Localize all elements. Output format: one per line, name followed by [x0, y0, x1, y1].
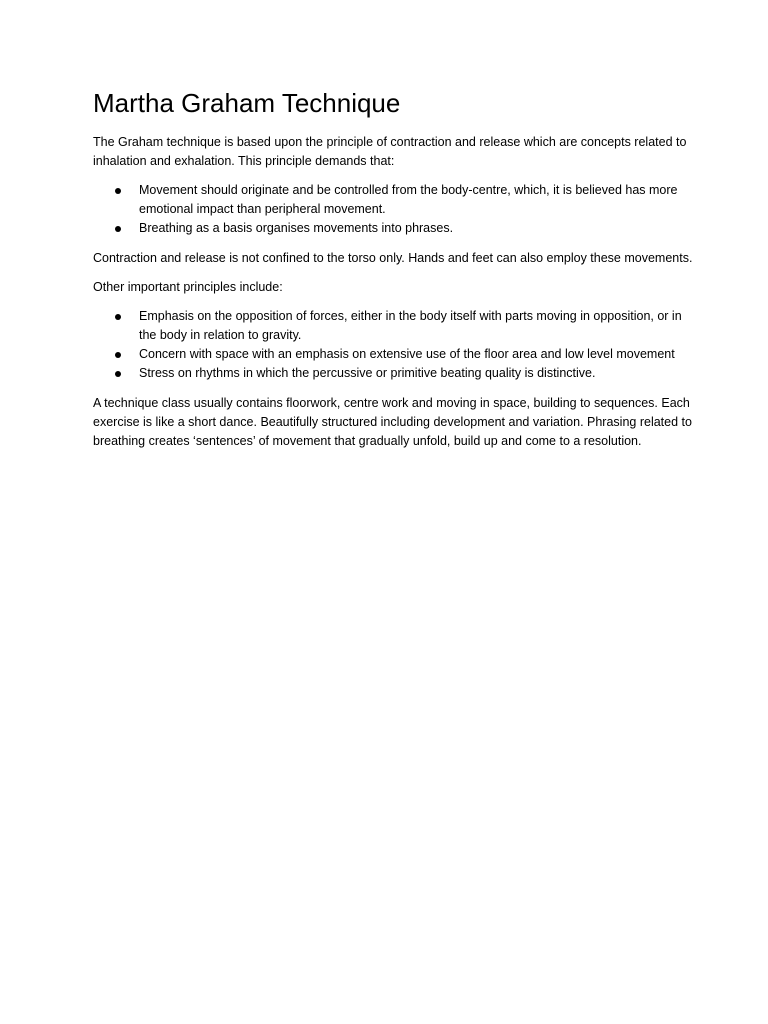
- list-item-text: Stress on rhythms in which the percussive or primitive beating quality is distinctive.: [139, 366, 596, 380]
- intro-paragraph: The Graham technique is based upon the principle of contraction and release which are concepts related to inhalation and exhalation. This principle demands that:: [93, 135, 687, 168]
- list-item-text: Concern with space with an emphasis on extensive use of the floor area and low level movement: [139, 347, 675, 361]
- list-item: [93, 307, 693, 345]
- other-principles-paragraph: Other important principles include:: [93, 280, 283, 294]
- document-title: Martha Graham Technique: [93, 88, 401, 118]
- list-item-text: Movement should originate and be controlled from the body-centre, which, it is believed has more emotional impact than peripheral movement.: [139, 183, 678, 216]
- list-item-text: Breathing as a basis organises movements into phrases.: [139, 221, 454, 235]
- document-page: [93, 88, 693, 461]
- list-item: [93, 345, 693, 364]
- list-item: [93, 219, 693, 238]
- other-principles-list: [93, 307, 693, 383]
- bullet-icon: [115, 188, 121, 194]
- list-item: [93, 181, 693, 219]
- bullet-icon: [115, 371, 121, 377]
- list-item-text: Emphasis on the opposition of forces, either in the body itself with parts moving in opposition, or in the body in relation to gravity.: [139, 309, 682, 342]
- technique-class-paragraph: A technique class usually contains floorwork, centre work and moving in space, building to sequences. Each exercise is like a short dance. Beautifully structured including development and variation. Phrasing related to breathing creates ‘sentences’ of movement that gradually unfold, build up and come to a resolution.: [93, 396, 692, 448]
- contraction-paragraph: Contraction and release is not confined to the torso only. Hands and feet can also employ these movements.: [93, 251, 693, 265]
- bullet-icon: [115, 314, 121, 320]
- principle-list: [93, 181, 693, 238]
- bullet-icon: [115, 226, 121, 232]
- bullet-icon: [115, 352, 121, 358]
- list-item: [93, 364, 693, 383]
